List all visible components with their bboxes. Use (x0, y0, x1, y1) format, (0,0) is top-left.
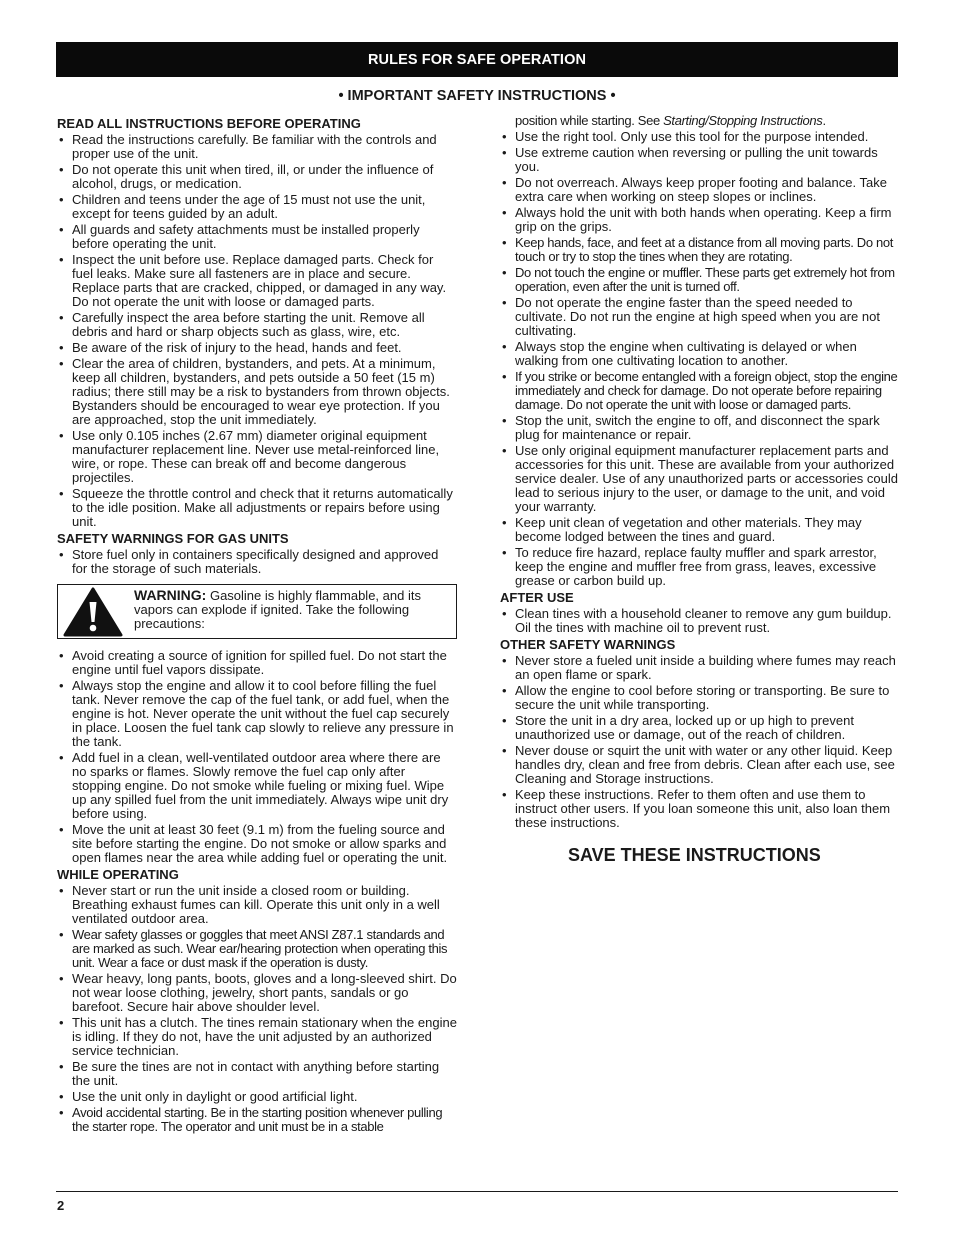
list-item: • Do not operate the engine faster than the speed needed to cultivate. Do not run the engine at high speed when you are not cultivating. (500, 296, 898, 338)
heading-gas-units: SAFETY WARNINGS FOR GAS UNITS (57, 531, 289, 546)
heading-read-all: READ ALL INSTRUCTIONS BEFORE OPERATING (57, 116, 361, 131)
section-title: RULES FOR SAFE OPERATION (367, 51, 587, 68)
list-item: • Clean tines with a household cleaner to remove any gum buildup. Oil the tines with machine oil to prevent rust. (500, 607, 898, 635)
footer-divider (56, 1191, 898, 1192)
list-item: • Carefully inspect the area before starting the unit. Remove all debris and hard or sharp objects such as glass, wire, etc. (57, 311, 457, 339)
list-item: • Use only original equipment manufacturer replacement parts and accessories for this unit. These are available from your authorized service dealer. Use of any unauthorized parts or accessories could lead to serious injury to the user, or damage to the unit, and void your warranty. (500, 444, 898, 514)
list-item: • Be sure the tines are not in contact with anything before starting the unit. (57, 1060, 457, 1088)
list-item: • Always hold the unit with both hands when operating. Keep a firm grip on the grips. (500, 206, 898, 234)
list-item: • Squeeze the throttle control and check that it returns automatically to the idle position. Make all adjustments or repairs before using unit. (57, 487, 457, 529)
list-item: • Add fuel in a clean, well-ventilated outdoor area where there are no sparks or flames. Slowly remove the fuel cap only after stopping engine. Do not smoke while fueling or mixing fuel. Wipe up any spilled fuel from the unit immediately. Always wipe unit dry before using. (57, 751, 457, 821)
warning-message: Gasoline is highly flammable, and its vapors can explode if ignited. Take the following precautions: (134, 588, 421, 631)
list-item: • Never store a fueled unit inside a building where fumes may reach an open flame or spark. (500, 654, 898, 682)
list-item: • Store the unit in a dry area, locked up or up high to prevent unauthorized use or damage, out of the reach of children. (500, 714, 898, 742)
list-item: • Use extreme caution when reversing or pulling the unit towards you. (500, 146, 898, 174)
list-item: • Allow the engine to cool before storing or transporting. Be sure to secure the unit while transporting. (500, 684, 898, 712)
list-item: • All guards and safety attachments must be installed properly before operating the unit. (57, 223, 457, 251)
list-item: • Use only 0.105 inches (2.67 mm) diameter original equipment manufacturer replacement line. Never use metal-reinforced line, wire, or rope. These can break off and become dangerous projectiles. (57, 429, 457, 485)
fuel-list (57, 649, 457, 865)
page-subtitle: • IMPORTANT SAFETY INSTRUCTIONS • (338, 88, 616, 104)
list-item: • Keep hands, face, and feet at a distance from all moving parts. Do not touch or try to stop the tines when they are rotating. (500, 236, 898, 264)
page-number: 2 (57, 1198, 65, 1213)
list-item: • Be aware of the risk of injury to the head, hands and feet. (57, 341, 457, 355)
while-operating-list (57, 884, 457, 1134)
list-item: • Avoid creating a source of ignition for spilled fuel. Do not start the engine until fuel vapors dissipate. (57, 649, 457, 677)
continued-text-end: . (822, 113, 826, 128)
warning-triangle-icon (58, 585, 128, 638)
list-item: • Do not operate this unit when tired, ill, or under the influence of alcohol, drugs, or medication. (57, 163, 457, 191)
list-item: • To reduce fire hazard, replace faulty muffler and spark arrestor, keep the engine and muffler free from grass, leaves, excessive grease or carbon build up. (500, 546, 898, 588)
list-item: • Children and teens under the age of 15 must not use the unit, except for teens guided by an adult. (57, 193, 457, 221)
save-instructions-heading: SAVE THESE INSTRUCTIONS (568, 845, 821, 865)
list-item: • Store fuel only in containers specifically designed and approved for the storage of such materials. (57, 548, 457, 576)
list-item: • Inspect the unit before use. Replace damaged parts. Check for fuel leaks. Make sure all fasteners are in place and secure. Replace parts that are cracked, chipped, or damaged in any way. Do not operate the unit with loose or damaged parts. (57, 253, 457, 309)
list-item: • Avoid accidental starting. Be in the starting position whenever pulling the starter rope. The operator and unit must be in a stable (57, 1106, 457, 1134)
warning-text (128, 585, 456, 638)
section-header-bar (56, 42, 898, 77)
list-item: • Move the unit at least 30 feet (9.1 m) from the fueling source and site before starting the engine. Do not smoke or allow sparks and open flames near the area while adding fuel or operating the unit. (57, 823, 457, 865)
list-item: • Clear the area of children, bystanders, and pets. At a minimum, keep all children, bystanders, and pets outside a 50 feet (15 m) radius; there still may be a risk to bystanders from thrown objects. Bystanders should be encouraged to wear eye protection. If you are approached, stop the unit immediately. (57, 357, 457, 427)
warning-box (57, 584, 457, 639)
instructions-reference: Starting/Stopping Instructions (663, 113, 823, 128)
list-item: • Wear safety glasses or goggles that meet ANSI Z87.1 standards and are marked as such. Wear ear/hearing protection when operating this unit. Wear a face or dust mask if the operation is dusty. (57, 928, 457, 970)
list-item: • Do not overreach. Always keep proper footing and balance. Take extra care when working on steep slopes or inclines. (500, 176, 898, 204)
operating-list-continued (500, 130, 898, 588)
other-warnings-list (500, 654, 898, 830)
list-item: • Wear heavy, long pants, boots, gloves and a long-sleeved shirt. Do not wear loose clothing, jewelry, short pants, sandals or go barefoot. Secure hair above shoulder level. (57, 972, 457, 1014)
left-column (57, 114, 457, 1136)
list-item: • Keep unit clean of vegetation and other materials. They may become lodged between the tines and guard. (500, 516, 898, 544)
list-item: • Keep these instructions. Refer to them often and use them to instruct other users. If you loan someone this unit, also loan them these instructions. (500, 788, 898, 830)
list-item: • Always stop the engine when cultivating is delayed or when walking from one cultivating location to another. (500, 340, 898, 368)
read-all-list (57, 133, 457, 529)
list-item: • Stop the unit, switch the engine to off, and disconnect the spark plug for maintenance or repair. (500, 414, 898, 442)
list-item: • Never douse or squirt the unit with water or any other liquid. Keep handles dry, clean and free from debris. Clean after each use, see Cleaning and Storage instructions. (500, 744, 898, 786)
list-item: • Do not touch the engine or muffler. These parts get extremely hot from operation, even after the unit is turned off. (500, 266, 898, 294)
list-item: • Read the instructions carefully. Be familiar with the controls and proper use of the unit. (57, 133, 457, 161)
list-item: • Use the right tool. Only use this tool for the purpose intended. (500, 130, 898, 144)
right-column (500, 113, 898, 865)
list-item: • Never start or run the unit inside a closed room or building. Breathing exhaust fumes can kill. Operate this unit only in a well ventilated outdoor area. (57, 884, 457, 926)
list-item: • Use the unit only in daylight or good artificial light. (57, 1090, 457, 1104)
heading-other-warnings: OTHER SAFETY WARNINGS (500, 637, 676, 652)
gas-list (57, 548, 457, 576)
warning-label: WARNING: (134, 587, 207, 603)
heading-after-use: AFTER USE (500, 590, 574, 605)
continued-text-start: position while starting. See (515, 113, 664, 128)
list-item: • This unit has a clutch. The tines remain stationary when the engine is idling. If they do not, have the unit adjusted by an authorized service technician. (57, 1016, 457, 1058)
heading-while-operating: WHILE OPERATING (57, 867, 179, 882)
list-item: • If you strike or become entangled with a foreign object, stop the engine immediately and check for damage. Do not operate before repairing damage. Do not operate the unit with loose or damaged parts. (500, 370, 898, 412)
continued-text (500, 114, 898, 128)
list-item: • Always stop the engine and allow it to cool before filling the fuel tank. Never remove the cap of the fuel tank, or add fuel, when the engine is hot. Never operate the unit without the fuel cap securely in place. Loosen the fuel tank cap slowly to relieve any pressure in the tank. (57, 679, 457, 749)
after-use-list (500, 607, 898, 635)
